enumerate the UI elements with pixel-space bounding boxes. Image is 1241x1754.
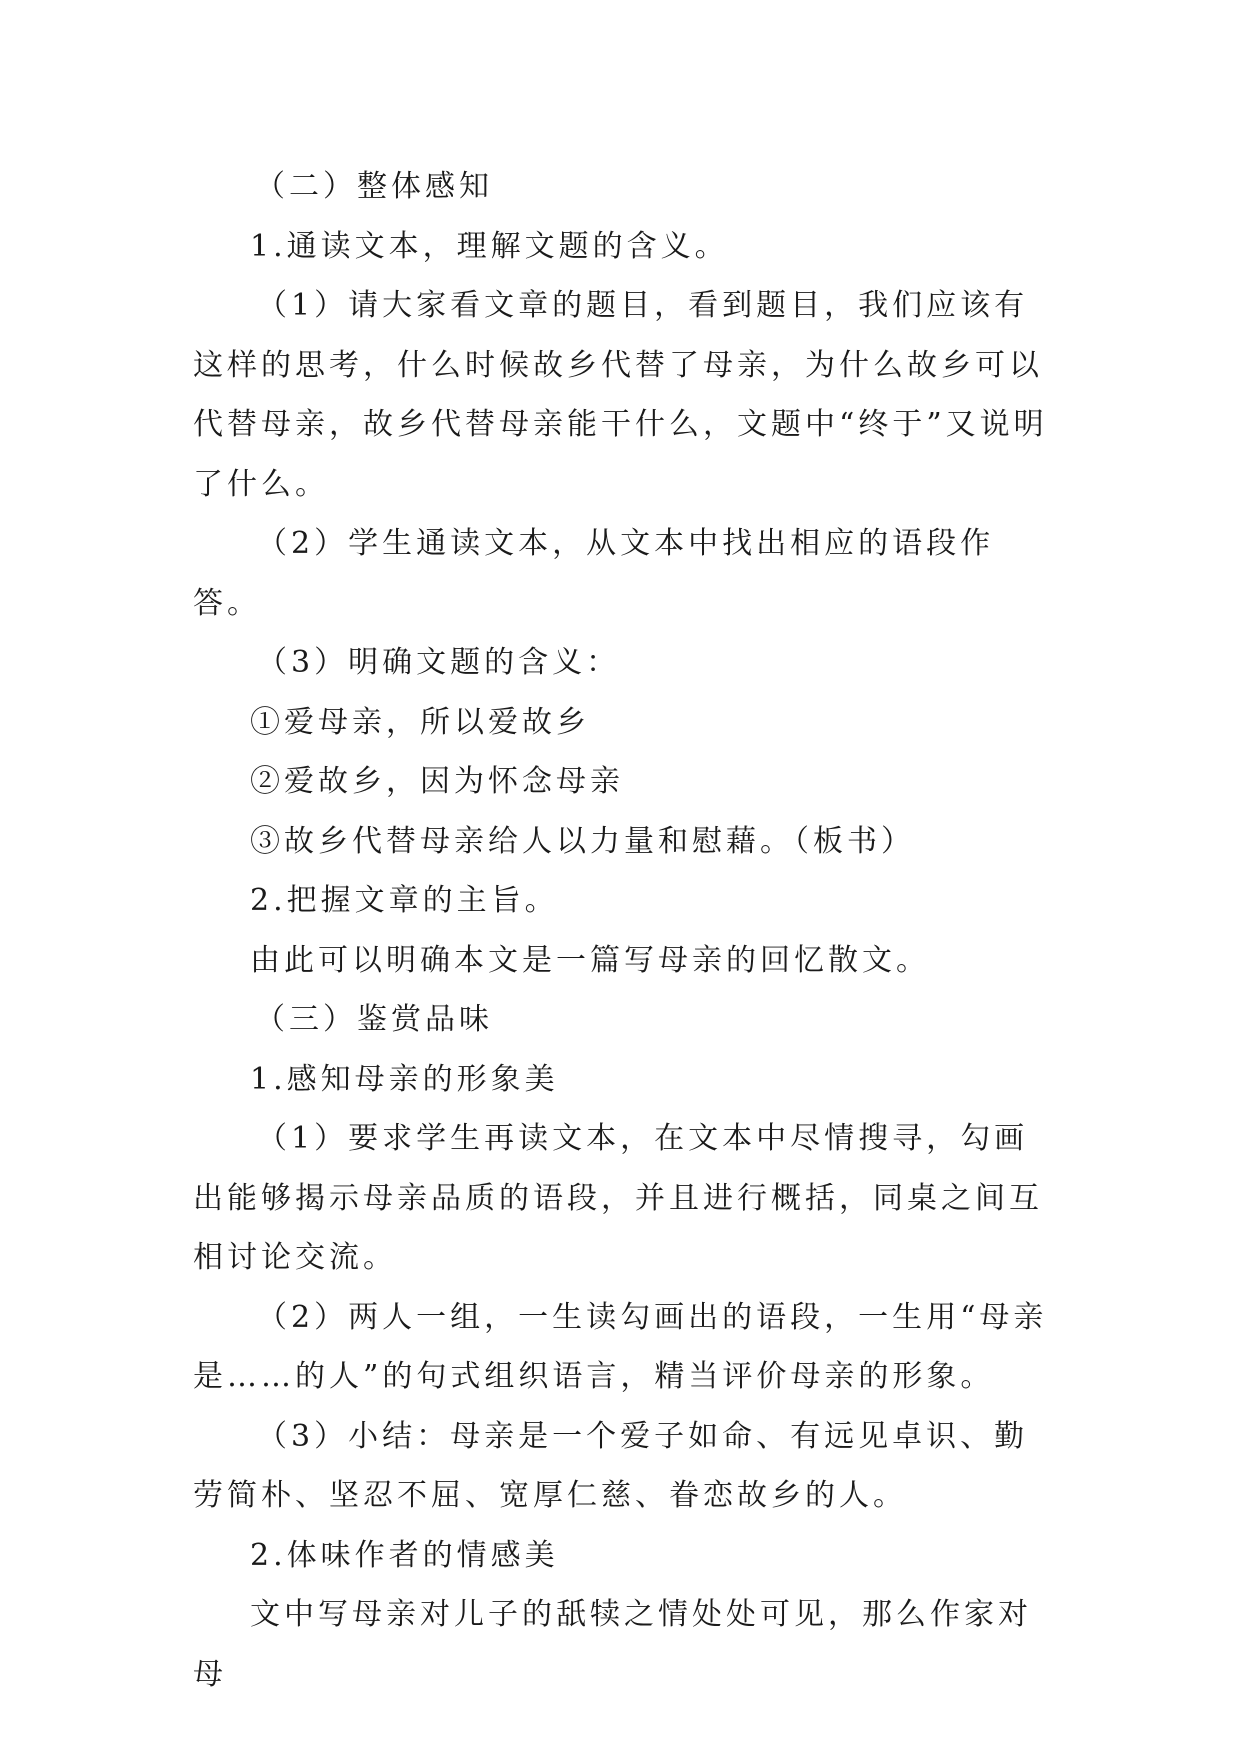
step-heading-theme: 2.把握文章的主旨。	[250, 883, 559, 918]
paragraph-emotion-intro: 文中写母亲对儿子的舐犊之情处处可见，那么作家对母	[193, 1597, 1032, 1692]
section-heading-overall: （二）整体感知	[255, 169, 493, 204]
list-item-2: ②爱故乡，因为怀念母亲	[250, 764, 624, 799]
step-heading-author-emotion: 2.体味作者的情感美	[250, 1537, 559, 1573]
paragraph-summary: （3）小结：母亲是一个爱子如命、有远见卓识、勤劳简朴、坚忍不屈、宽厚仁慈、眷恋故乡的人。	[193, 1418, 1029, 1513]
paragraph-reread: （1）要求学生再读文本，在文本中尽情搜寻，勾画出能够揭示母亲品质的语段，并且进行概括，同桌之间互相讨论交流。	[193, 1121, 1043, 1275]
paragraph-pair-work: （2）两人一组，一生读勾画出的语段，一生用“母亲是……的人”的句式组织语言，精当评价母亲的形象。	[193, 1299, 1048, 1394]
step-heading-mother-image: 1.感知母亲的形象美	[250, 1061, 559, 1097]
paragraph-theme-conclusion: 由此可以明确本文是一篇写母亲的回忆散文。	[250, 942, 930, 978]
document-body	[193, 157, 1058, 1704]
list-item-1: ①爱母亲，所以爱故乡	[250, 704, 590, 740]
step-heading-read-title: 1.通读文本，理解文题的含义。	[250, 228, 729, 264]
section-heading-appreciation: （三）鉴赏品味	[255, 1002, 493, 1037]
paragraph-clarify-title: （3）明确文题的含义：	[257, 645, 621, 680]
list-item-3: ③故乡代替母亲给人以力量和慰藉。（板书）	[250, 823, 915, 859]
paragraph-title-question: （1）请大家看文章的题目，看到题目，我们应该有这样的思考，什么时候故乡代替了母亲，为什么故乡可以代替母亲，故乡代替母亲能干什么，文题中“终于”又说明了什么。	[193, 288, 1048, 502]
paragraph-student-reading: （2）学生通读文本，从文本中找出相应的语段作答。	[193, 526, 995, 621]
